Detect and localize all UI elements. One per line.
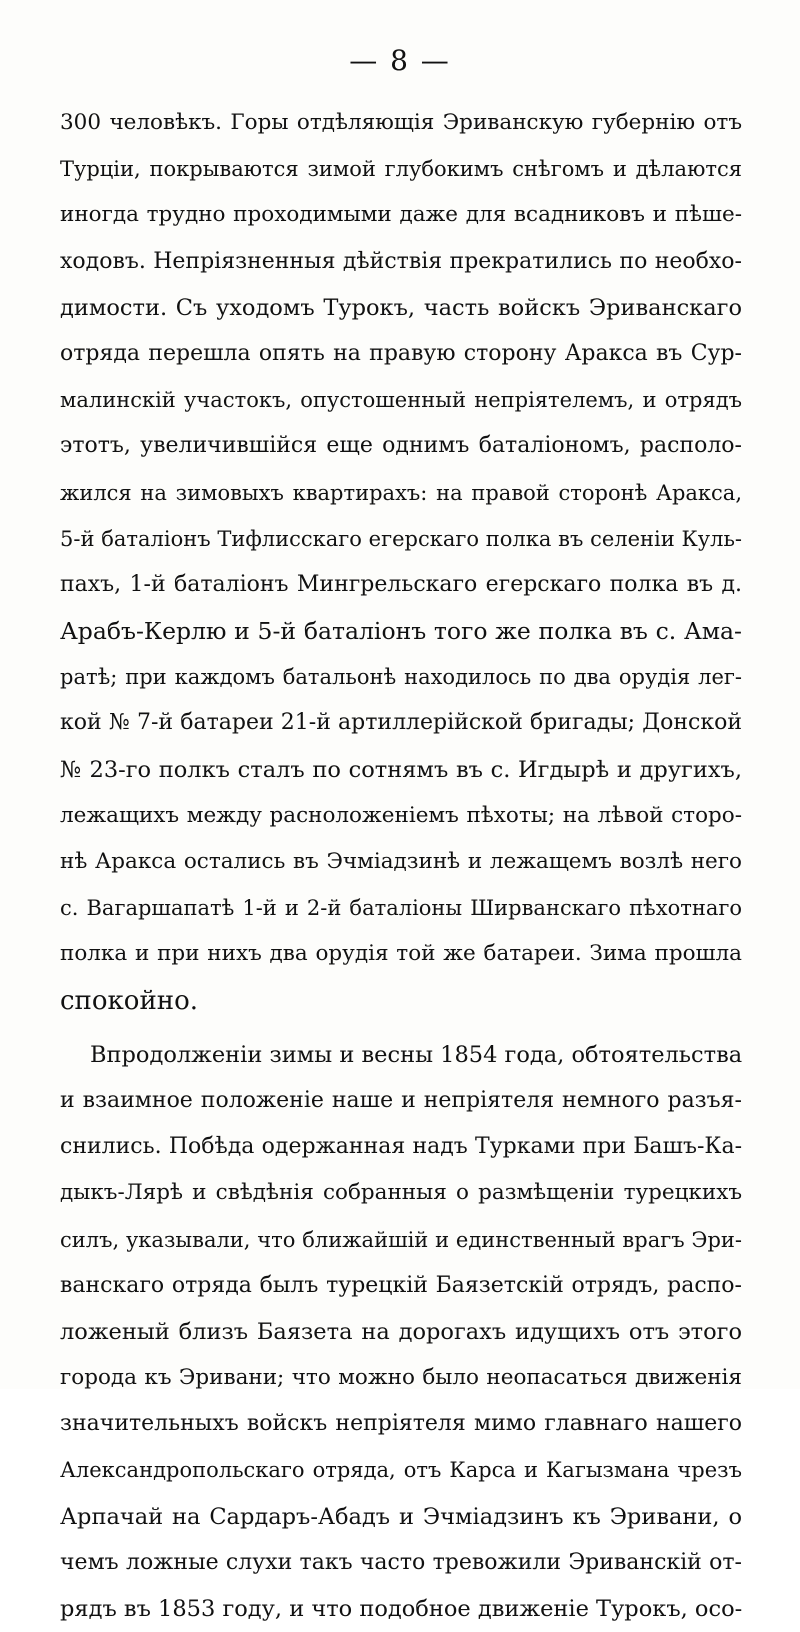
text-line: лежащихъ между расноложеніемъ пѣхоты; на лѣвой сторо-: [60, 802, 742, 828]
text-line: с. Вагаршапатѣ 1-й и 2-й баталіоны Ширванскаго пѣхотнаго: [60, 896, 742, 921]
text-line: этотъ, увеличившійся еще однимъ баталіономъ, располо-: [60, 433, 742, 459]
text-line: рядъ въ 1853 году, и что подобное движеніе Турокъ, осо-: [60, 1596, 742, 1622]
text-line: города къ Эривани; что можно было неопасаться движенія: [60, 1365, 742, 1391]
text-line: значительныхъ войскъ непріятеля мимо главнаго нашего: [60, 1411, 742, 1437]
text-line: 300 человѣкъ. Горы отдѣляющія Эриванскую губернію отъ: [60, 110, 742, 135]
text-line: ванскаго отряда былъ турецкій Баязетскій отрядъ, распо-: [60, 1272, 742, 1298]
text-line: отряда перешла опять на правую сторону Аракса въ Сур-: [60, 340, 742, 366]
text-line: Александропольскаго отряда, отъ Карса и Кагызмана чрезъ: [60, 1458, 742, 1483]
text-line: ложеный близъ Баязета на дорогахъ идущихъ отъ этого: [60, 1318, 742, 1345]
text-line: снились. Побѣда одержанная надъ Турками при Башъ-Ка-: [60, 1134, 742, 1160]
text-line: № 23-го полкъ сталъ по сотнямъ въ с. Игдырѣ и другихъ,: [60, 756, 742, 783]
text-line: чемъ ложные слухи такъ часто тревожили Эриванскій от-: [60, 1549, 742, 1575]
text-line: 5-й баталіонъ Тифлисскаго егерскаго полка въ селеніи Куль-: [60, 526, 742, 551]
text-line: пахъ, 1-й баталіонъ Мингрельскаго егерскаго полка въ д.: [60, 571, 742, 597]
body-text: [60, 100, 742, 1632]
text-line: спокойно.: [60, 985, 199, 1016]
text-line: ратѣ; при каждомъ батальонѣ находилось по два орудія лег-: [60, 665, 742, 690]
page-number: — 8 —: [349, 44, 451, 77]
text-line: нѣ Аракса остались въ Эчміадзинѣ и лежащемъ возлѣ него: [60, 849, 742, 874]
text-line: ходовъ. Непріязненныя дѣйствія прекратились по необхо-: [60, 248, 742, 274]
text-line: кой № 7-й батареи 21-й артиллерійской бригады; Донской: [60, 710, 742, 736]
text-line: малинскій участокъ, опустошенный непріятелемъ, и отрядъ: [60, 388, 742, 413]
text-line: жился на зимовыхъ квартирахъ: на правой сторонѣ Аракса,: [60, 480, 742, 505]
text-line: силъ, указывали, что ближайшій и единственный врагъ Эри-: [60, 1227, 742, 1252]
text-line: дыкъ-Лярѣ и свѣдѣнія собранныя о размѣщеніи турецкихъ: [60, 1180, 742, 1206]
text-line: иногда трудно проходимыми даже для всадниковъ и пѣше-: [60, 202, 742, 228]
text-line: Арпачай на Сардаръ-Абадъ и Эчміадзинъ къ Эривани, о: [60, 1503, 742, 1530]
text-line: и взаимное положеніе наше и непріятеля немного разъя-: [60, 1087, 742, 1113]
text-line: полка и при нихъ два орудія той же батареи. Зима прошла: [60, 941, 742, 967]
text-line: Впродолженіи зимы и весны 1854 года, обтоятельства: [90, 1041, 742, 1068]
paragraph-2: [60, 1032, 742, 1632]
text-line: димости. Съ уходомъ Турокъ, часть войскъ Эриванскаго: [60, 294, 742, 321]
paragraph-gap: [60, 1024, 742, 1032]
paragraph-1: [60, 100, 742, 1024]
text-line: Арабъ-Керлю и 5-й баталіонъ того же полка въ с. Ама-: [60, 617, 742, 646]
text-line: Турціи, покрываются зимой глубокимъ снѣгомъ и дѣлаются: [60, 157, 742, 182]
